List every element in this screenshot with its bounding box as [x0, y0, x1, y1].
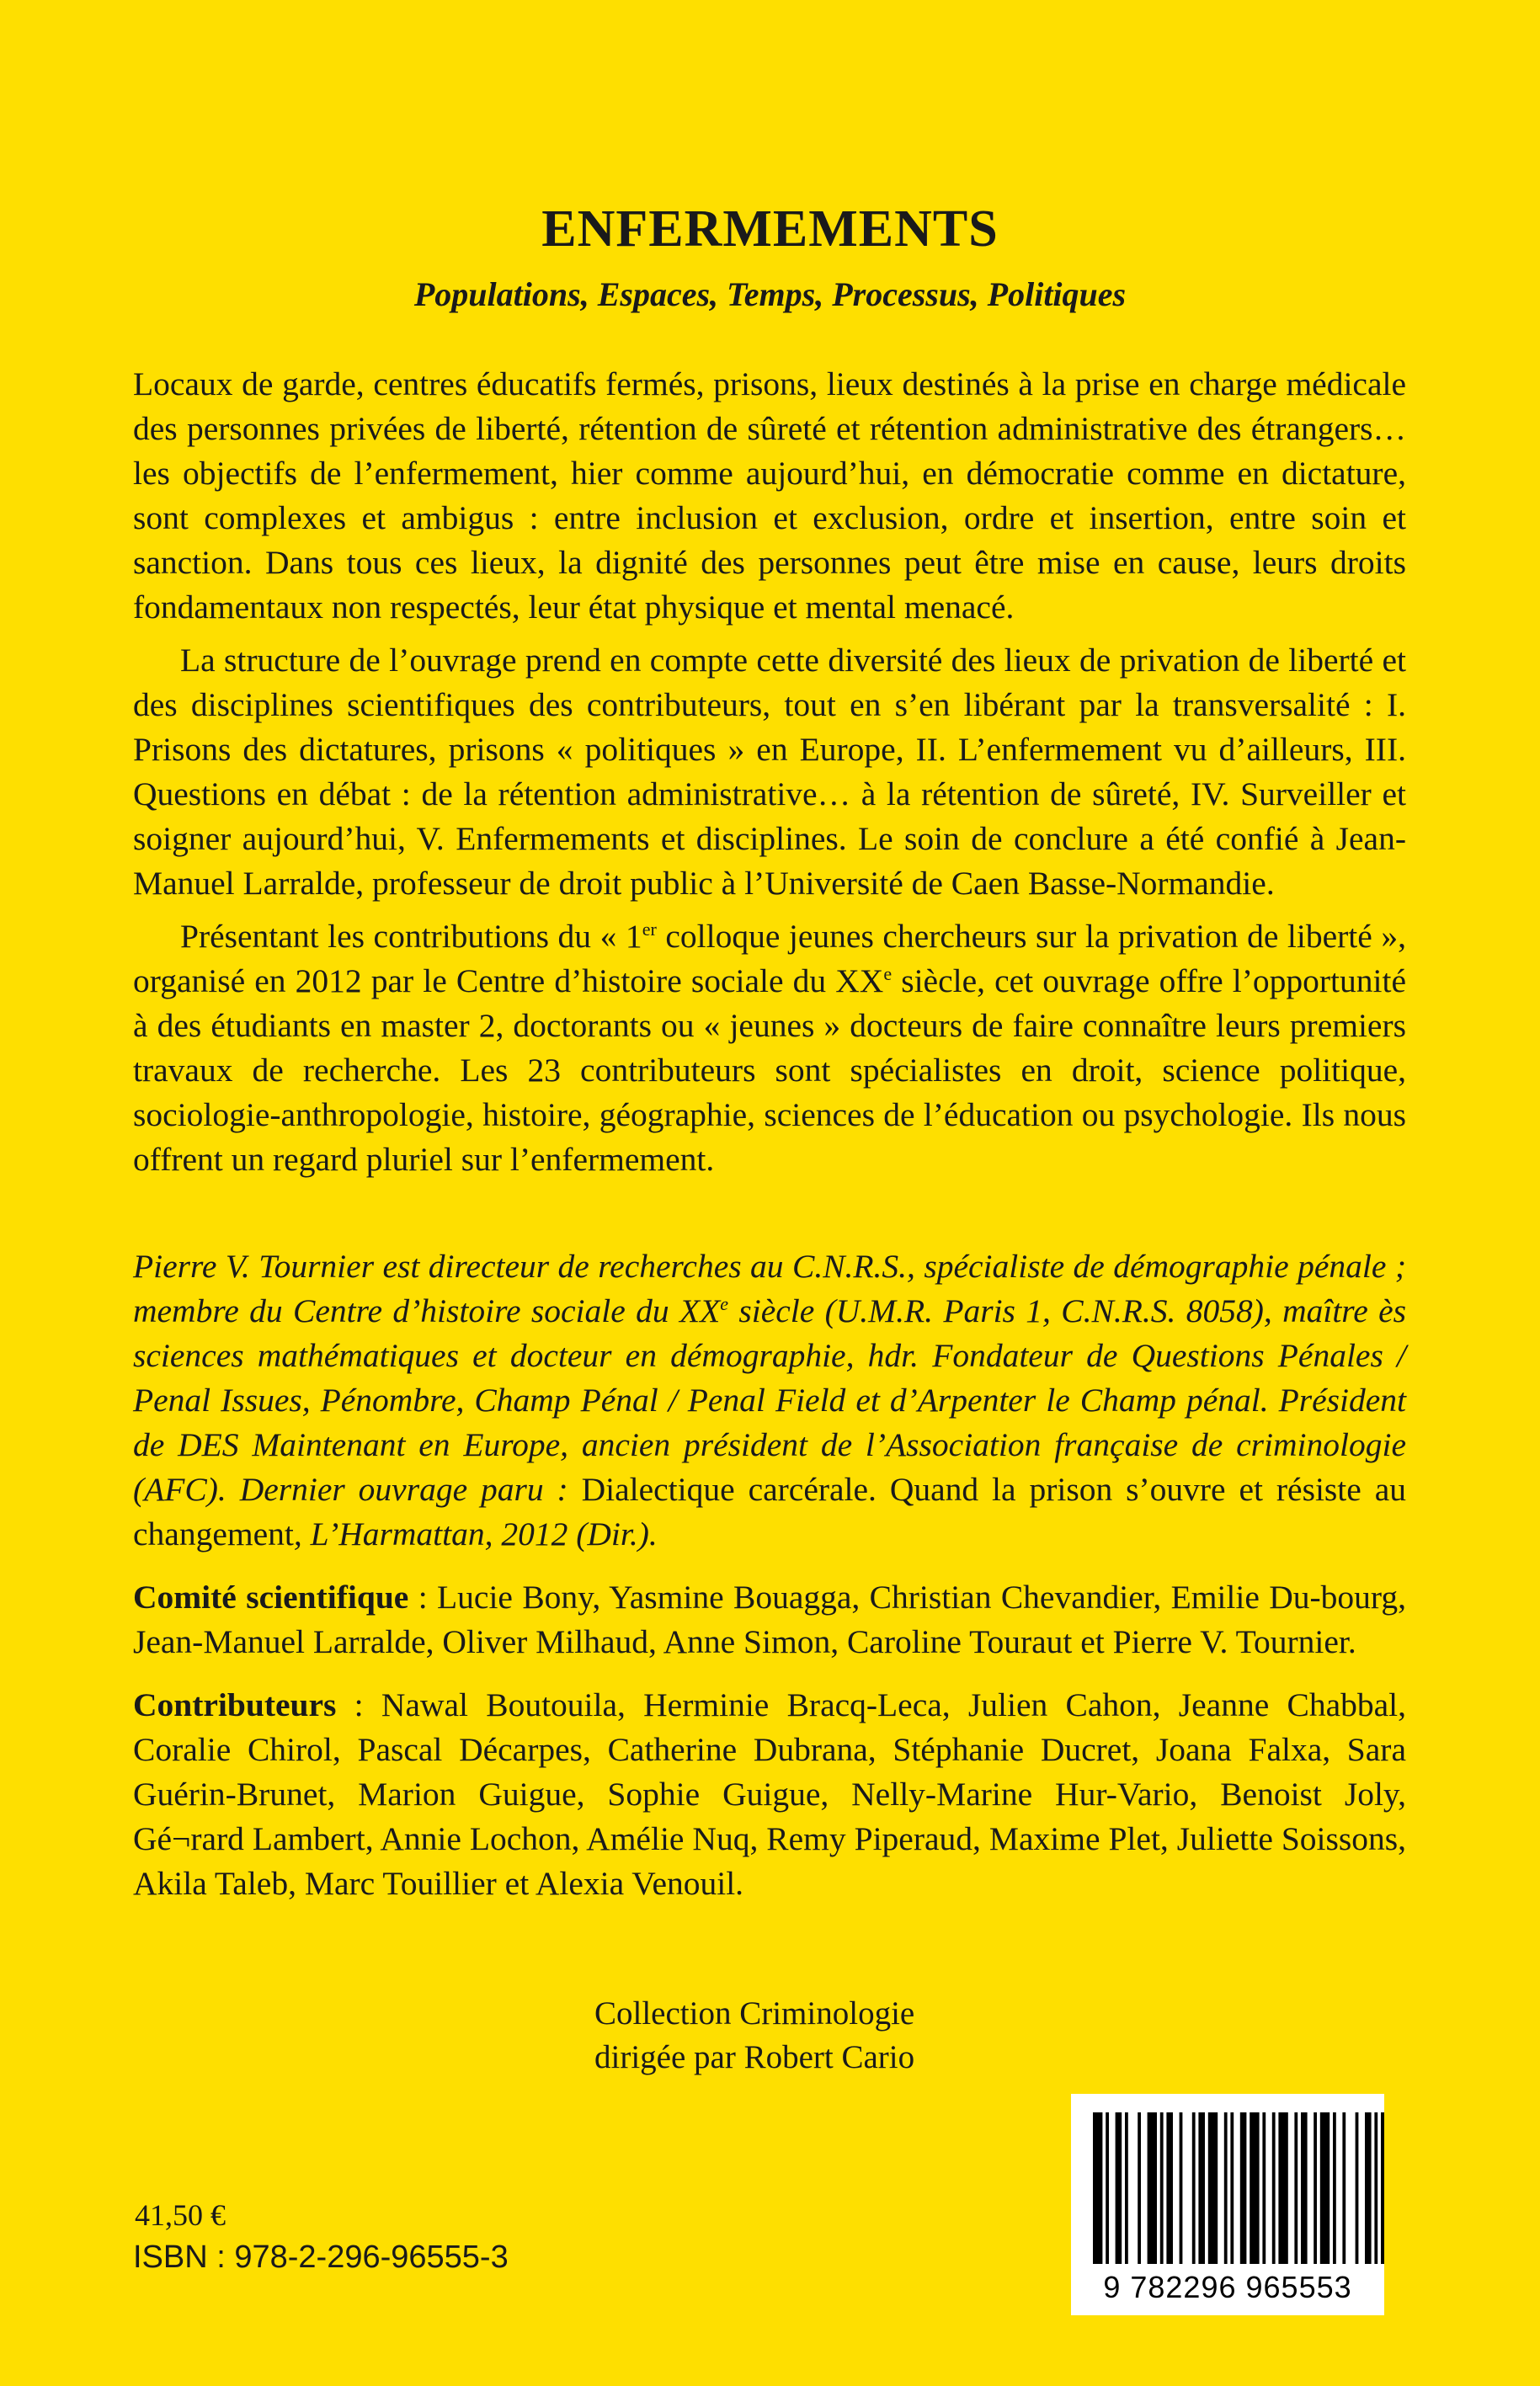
barcode-bar [1294, 2112, 1298, 2264]
committee-label: Comité scientifique [133, 1579, 409, 1616]
author-bio-part-a: Pierre V. Tournier est directeur de recherches au C.N.R.S., spécialiste de démographie pénale ; membre du Centre d’histoire sociale du XX [133, 1248, 1406, 1329]
barcode-bar [1180, 2112, 1183, 2264]
author-section [133, 1244, 1406, 1925]
collection-editor: dirigée par Robert Cario [594, 2039, 915, 2075]
collection-info [594, 1992, 1066, 2080]
barcode-bar [1198, 2112, 1205, 2264]
barcode-bar [1160, 2112, 1164, 2264]
barcode-bar [1262, 2112, 1266, 2264]
header [0, 200, 1540, 314]
barcode-bar [1278, 2112, 1287, 2264]
blurb-paragraph-3 [133, 914, 1406, 1182]
barcode-bar [1356, 2112, 1359, 2264]
barcode-bar [1093, 2112, 1102, 2264]
book-title: ENFERMEMENTS [541, 200, 999, 258]
contributors-label: Contributeurs [133, 1686, 337, 1723]
barcode-bar [1166, 2112, 1173, 2264]
isbn: ISBN : 978-2-296-96555-3 [133, 2240, 509, 2275]
barcode-bars [1071, 2094, 1384, 2271]
blurb-p3-part-b: colloque jeunes chercheurs sur la privation de liberté », organisé en 2012 par le Centre d’histoire sociale du XX [133, 918, 1407, 999]
barcode-bar [1106, 2112, 1109, 2264]
barcode-bar [1381, 2112, 1384, 2264]
contributors [133, 1683, 1406, 1906]
blurb [133, 362, 1406, 1190]
author-bio-part-b: siècle (U.M.R. Paris 1, C.N.R.S. 8058), maître ès sciences mathématiques et docteur en démographie, hdr. Fondateur de Questions Pénales / Penal Issues, Pénombre, Champ Pénal / Penal Field et d’Arpenter le Champ pénal. Président de DES Maintenant en Europe, ancien président de l’Association française de criminologie (AFC). Dernier ouvrage paru : [133, 1292, 1406, 1508]
blurb-p3-part-a: Présentant les contributions du « 1 [180, 918, 642, 955]
author-bio-part-c: , L’Harmattan, 2012 (Dir.). [293, 1515, 658, 1552]
barcode-bar [1272, 2112, 1276, 2264]
barcode-bar [1116, 2112, 1122, 2264]
committee-members: : Lucie Bony, Yasmine Bouagga, Christian Chevandier, Emilie Du-bourg, Jean-Manuel Larralde, Oliver Milhaud, Anne Simon, Caroline Touraut et Pierre V. Tournier. [133, 1579, 1406, 1660]
author-bio-sup: e [720, 1292, 728, 1314]
blurb-p3-sup-er: er [642, 918, 657, 940]
barcode-bar [1230, 2112, 1234, 2264]
price: 41,50 € [135, 2198, 226, 2232]
contributors-list: : Nawal Boutouila, Herminie Bracq-Leca, Julien Cahon, Jeanne Chabbal, Coralie Chirol, Pascal Décarpes, Catherine Dubrana, Stéphanie Ducret, Joana Falxa, Sara Guérin-Brunet, Marion Guigue, Sophie Guigue, Nelly-Marine Hur-Vario, Benoist Joly, Gé¬rard Lambert, Annie Lochon, Amélie Nuq, Remy Piperaud, Maxime Plet, Juliette Soissons, Akila Taleb, Marc Touillier et Alexia Venouil. [133, 1686, 1406, 1902]
barcode-bar [1301, 2112, 1308, 2264]
barcode-bar [1125, 2112, 1128, 2264]
barcode-bar [1138, 2112, 1141, 2264]
barcode-bar [1320, 2112, 1330, 2264]
barcode-bar [1148, 2112, 1157, 2264]
scientific-committee [133, 1575, 1406, 1664]
barcode-bar [1224, 2112, 1228, 2264]
barcode [1071, 2094, 1384, 2315]
collection-name: Collection Criminologie [594, 1995, 915, 2032]
barcode-bar [1250, 2112, 1259, 2264]
barcode-bar [1208, 2112, 1218, 2264]
blurb-paragraph-2: La structure de l’ouvrage prend en compte cette diversité des lieux de privation de liberté et des disciplines scientifiques des contributeurs, tout en s’en libérant par la transversalité : I. Prisons des dictatures, prisons « politiques » en Europe, II. L’enfermement vu d’ailleurs, III. Questions en débat : de la rétention administrative… à la rétention de sûreté, IV. Surveiller et soigner aujourd’hui, V. Enfermements et disciplines. Le soin de conclure a été confié à Jean-Manuel Larralde, professeur de droit public à l’Université de Caen Basse-Normandie. [133, 642, 1406, 902]
blurb-paragraph-1: Locaux de garde, centres éducatifs fermés, prisons, lieux destinés à la prise en charge médicale des personnes privées de liberté, rétention de sûreté et rétention administrative des étrangers… les objectifs de l’enfermement, hier comme aujourd’hui, en démocratie comme en dictature, sont complexes et ambigus : entre inclusion et exclusion, ordre et insertion, entre soin et sanction. Dans tous ces lieux, la dignité des personnes peut être mise en cause, leurs droits fondamentaux non respectés, leur état physique et mental menacé. [133, 365, 1406, 626]
barcode-bar [1374, 2112, 1377, 2264]
book-subtitle: Populations, Espaces, Temps, Processus, Politiques [413, 275, 1127, 314]
barcode-bar [1365, 2112, 1372, 2264]
barcode-bar [1314, 2112, 1317, 2264]
barcode-bar [1240, 2112, 1247, 2264]
blurb-p3-sup-e: e [883, 962, 893, 984]
blurb-p3-part-c: siècle, cet ouvrage offre l’opportunité à des étudiants en master 2, doctorants ou « jeunes » docteurs de faire connaître leurs premiers travaux de recherche. Les 23 contributeurs sont spécialistes en droit, science politique, sociologie-anthropologie, histoire, géographie, sciences de l’éducation ou psychologie. Ils nous offrent un regard pluriel sur l’enfermement. [133, 962, 1406, 1178]
barcode-digits: 9 782296 965553 [1103, 2270, 1352, 2304]
latest-book-title: Dialectique carcérale. Quand la prison s’ouvre et résiste au changement [133, 1471, 1407, 1552]
barcode-bar [1333, 2112, 1336, 2264]
author-bio [133, 1244, 1406, 1557]
barcode-bar [1342, 2112, 1346, 2264]
barcode-bar [1192, 2112, 1196, 2264]
